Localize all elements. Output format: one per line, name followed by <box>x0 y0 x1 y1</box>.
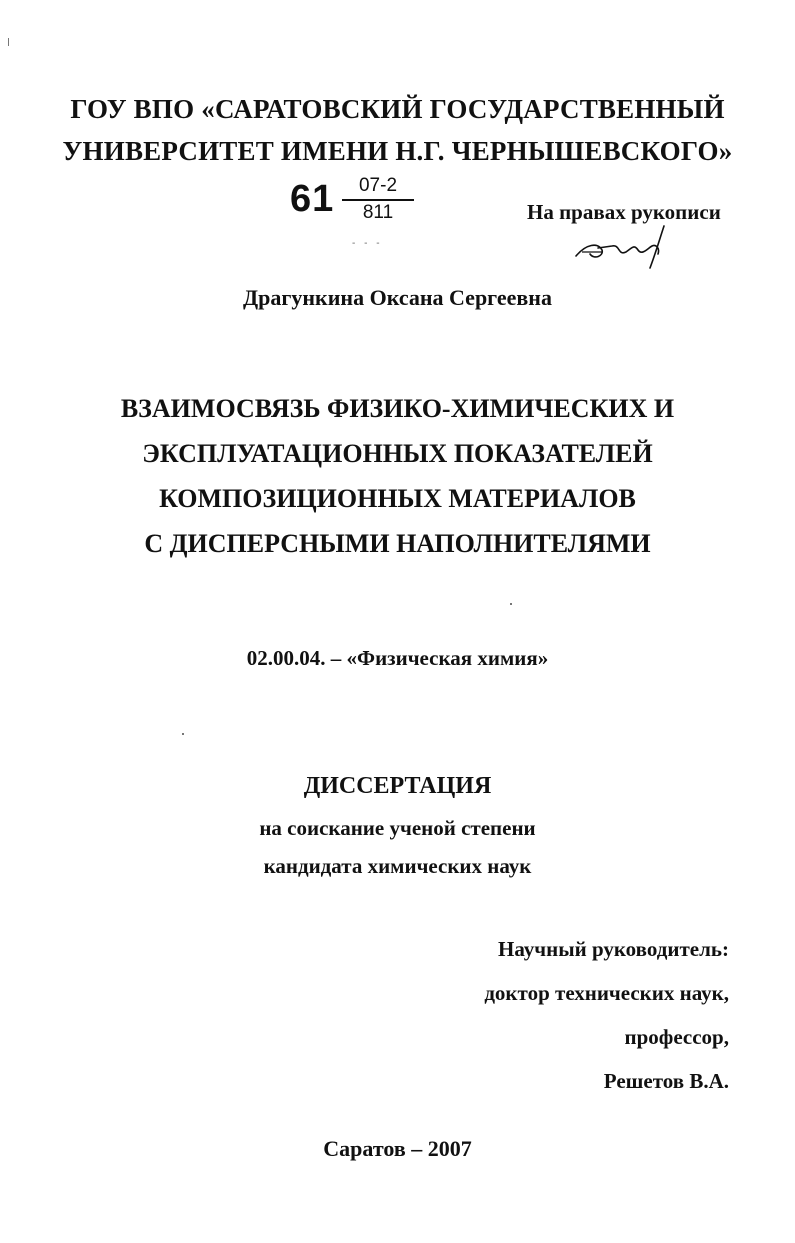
institution-name <box>0 88 795 172</box>
supervisor-block <box>484 935 729 1111</box>
title-line-3: КОМПОЗИЦИОННЫХ МАТЕРИАЛОВ <box>159 484 636 513</box>
institution-line-2: УНИВЕРСИТЕТ ИМЕНИ Н.Г. ЧЕРНЫШЕВСКОГО» <box>62 136 733 166</box>
supervisor-name: Решетов В.А. <box>603 1069 729 1093</box>
institution-line-1: ГОУ ВПО «САРАТОВСКИЙ ГОСУДАРСТВЕННЫЙ <box>70 94 725 124</box>
handwritten-signature-icon <box>568 222 678 272</box>
document-type: ДИССЕРТАЦИЯ <box>303 773 492 799</box>
supervisor-degree: доктор технических наук, <box>484 981 729 1005</box>
title-line-1: ВЗАИМОСВЯЗЬ ФИЗИКО-ХИМИЧЕСКИХ И <box>120 394 675 423</box>
degree-statement <box>0 813 795 889</box>
supervisor-title: профессор, <box>624 1025 729 1049</box>
specialty-code: 02.00.04. – «Физическая химия» <box>246 646 549 670</box>
title-line-2: ЭКСПЛУАТАЦИОННЫХ ПОКАЗАТЕЛЕЙ <box>142 439 653 468</box>
library-cipher <box>290 175 430 249</box>
cipher-numerator: 07-2 <box>358 175 398 196</box>
scan-speck <box>8 38 9 46</box>
degree-line-2: кандидата химических наук <box>263 854 532 878</box>
cipher-prefix: 61 <box>290 178 335 220</box>
supervisor-role: Научный руководитель: <box>498 937 729 961</box>
scan-speck <box>510 603 512 605</box>
cipher-denominator: 811 <box>362 202 394 223</box>
city-and-year: Саратов – 2007 <box>323 1136 472 1161</box>
cipher-dash: - - - <box>352 238 383 249</box>
scan-speck <box>182 733 184 735</box>
degree-line-1: на соискание ученой степени <box>259 816 536 840</box>
cipher-fraction <box>348 176 408 223</box>
cipher-fraction-bar <box>342 199 414 201</box>
rights-note: На правах рукописи <box>527 200 721 224</box>
dissertation-title <box>0 386 795 566</box>
title-line-4: С ДИСПЕРСНЫМИ НАПОЛНИТЕЛЯМИ <box>144 529 651 558</box>
author-name: Драгункина Оксана Сергеевна <box>243 285 552 310</box>
